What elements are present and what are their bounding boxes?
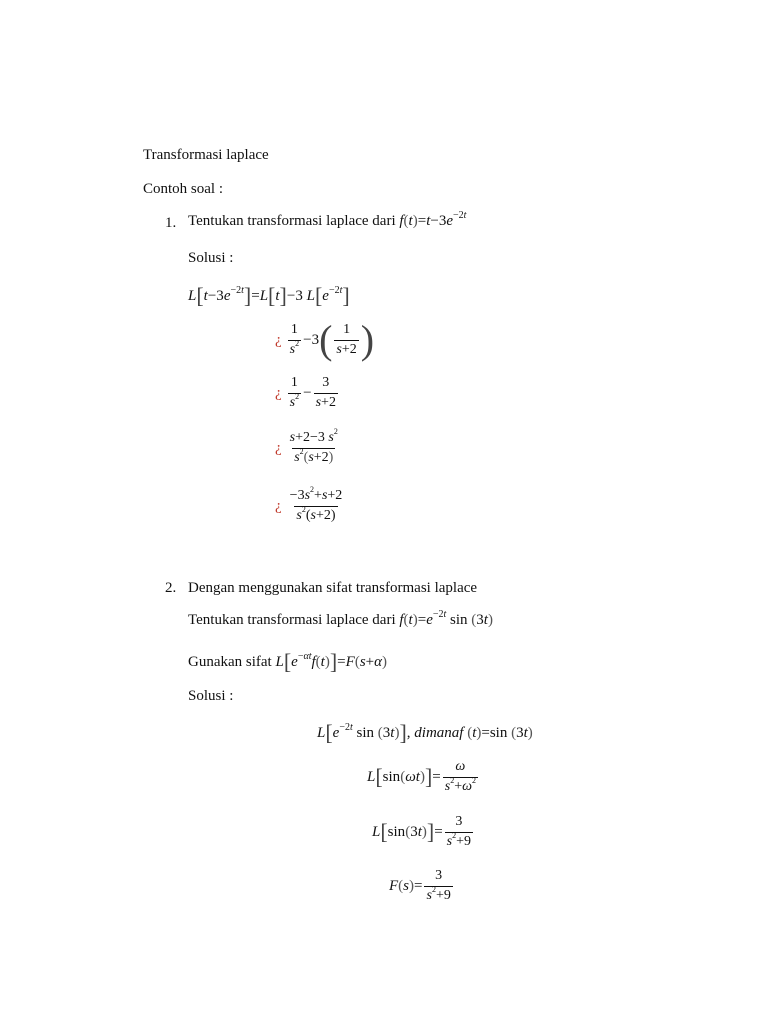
- dimana-text: dimana: [414, 725, 460, 741]
- step-marker: ¿: [275, 497, 282, 514]
- q2-task: [188, 609, 493, 628]
- q1-function: $f(t)=t-3e^{-2t}$: [399, 210, 467, 229]
- q1-statement: [188, 210, 467, 229]
- step-marker: ¿: [275, 331, 282, 348]
- q1-equation-4: ¿ $\frac{s+2-3 s^2}{s^2(s+2)}$: [275, 427, 338, 465]
- q2-statement: Dengan menggunakan sifat transformasi laplace: [188, 580, 478, 596]
- step-marker: ¿: [275, 439, 282, 456]
- q2-equation-4: F ( s ) = $\frac{3}{s^2+9}$: [389, 868, 451, 903]
- q2-task-text: Tentukan transformasi laplace dari: [188, 612, 396, 628]
- step-marker: ¿: [275, 384, 282, 401]
- q1-solution-label: Solusi :: [188, 250, 234, 266]
- q1-number: 1.: [165, 215, 177, 231]
- q2-property: [188, 651, 387, 673]
- q2-property-text: Gunakan sifat: [188, 654, 272, 670]
- q2-equation-3: L [ sin ( 3 t ) ] = $\frac{3}{s^2+9}$: [372, 814, 472, 849]
- q2-equation-1: $L[e^{-2t}$ sin (3t)], dimanaf (t)=sin (3t): [317, 720, 533, 745]
- q2-function: $f(t)=e^{-2t}$ sin (3t): [399, 609, 493, 628]
- q2-property-formula: $L[e^{-\alpha t}f(t)]=F(s+\alpha)$: [275, 649, 387, 674]
- q2-number: 2.: [165, 580, 177, 596]
- q1-equation-5: ¿ $\frac{-3s^2+s+2}{s^2(s+2)}$: [275, 485, 343, 523]
- example-heading: Contoh soal :: [143, 181, 224, 197]
- q2-solution-label: Solusi :: [188, 688, 234, 704]
- q1-equation-3: ¿ $\frac{1}{s^2}$ − $\frac{3}{s+2}$: [275, 375, 336, 410]
- q1-statement-text: Tentukan transformasi laplace dari: [188, 213, 396, 229]
- q1-equation-1: $L[t-3e^{-2t}]=L[t]-3$ $L[e^{-2t}]$: [188, 283, 350, 308]
- document-title: Transformasi laplace: [143, 147, 269, 163]
- q2-equation-2: L [ sin ( ωt ) ] = $\frac{\omega}{s^2+\omega^2}$: [367, 759, 476, 794]
- q1-equation-2: ¿ $\frac{1}{s^2}$ −3 ( $\frac{1}{s+2}$ ): [275, 317, 375, 362]
